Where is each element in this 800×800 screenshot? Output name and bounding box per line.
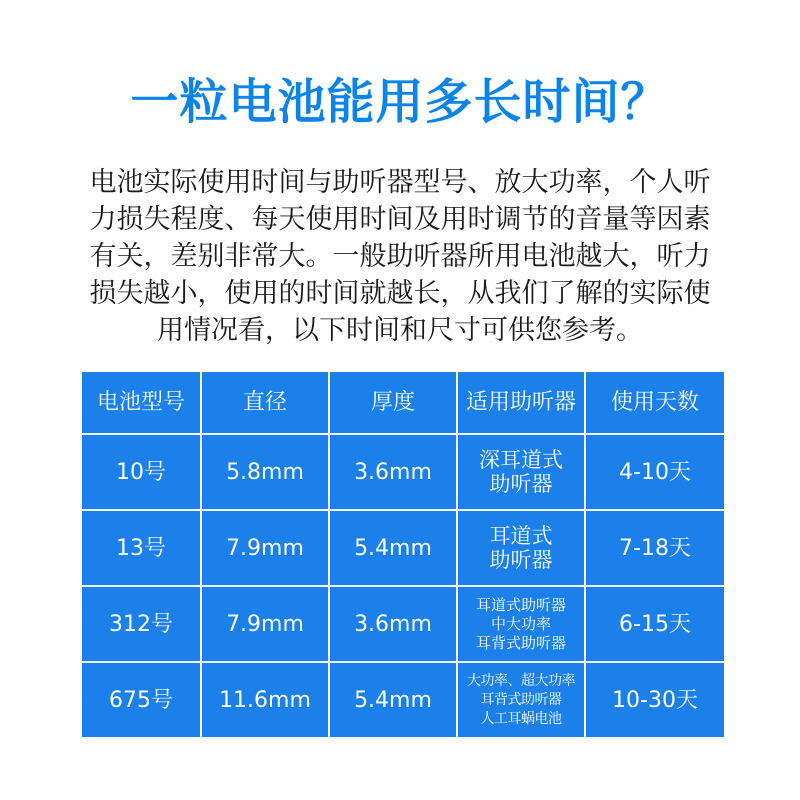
device-line: 耳背式助听器 xyxy=(475,633,566,652)
device-line: 人工耳蜗电池 xyxy=(480,710,562,727)
header-battery-model: 电池型号 xyxy=(82,372,200,433)
cell-thickness: 5.4mm xyxy=(330,663,456,737)
cell-days: 4-10天 xyxy=(586,435,724,509)
header-diameter: 直径 xyxy=(202,372,328,433)
device-line: 耳背式助听器 xyxy=(480,691,562,708)
cell-days: 7-18天 xyxy=(586,511,724,585)
cell-thickness: 3.6mm xyxy=(330,435,456,509)
device-line: 深耳道式 xyxy=(479,448,563,472)
header-devices: 适用助听器 xyxy=(458,372,584,433)
cell-devices xyxy=(458,435,584,509)
cell-devices xyxy=(458,587,584,661)
cell-diameter: 5.8mm xyxy=(202,435,328,509)
cell-devices xyxy=(458,511,584,585)
cell-diameter: 11.6mm xyxy=(202,663,328,737)
device-line: 助听器 xyxy=(489,548,553,572)
page-title: 一粒电池能用多长时间？ xyxy=(130,74,670,130)
battery-table xyxy=(82,372,724,737)
header-days: 使用天数 xyxy=(586,372,724,433)
intro-line: 电池实际使用时间与助听器型号、放大功率，个人听 xyxy=(89,167,711,198)
device-line: 中大功率 xyxy=(490,614,551,633)
device-line: 耳道式 xyxy=(489,524,553,548)
cell-model: 13号 xyxy=(82,511,200,585)
header-thickness: 厚度 xyxy=(330,372,456,433)
device-line: 大功率、超大功率 xyxy=(467,672,575,689)
cell-diameter: 7.9mm xyxy=(202,587,328,661)
intro-line: 损失越小，使用的时间就越长，从我们了解的实际使 xyxy=(89,278,711,309)
cell-model: 675号 xyxy=(82,663,200,737)
cell-model: 312号 xyxy=(82,587,200,661)
cell-days: 10-30天 xyxy=(586,663,724,737)
device-line: 耳道式助听器 xyxy=(475,595,566,614)
cell-thickness: 3.6mm xyxy=(330,587,456,661)
intro-paragraph xyxy=(50,164,750,349)
cell-days: 6-15天 xyxy=(586,587,724,661)
device-line: 助听器 xyxy=(489,472,553,496)
cell-diameter: 7.9mm xyxy=(202,511,328,585)
intro-line: 力损失程度、每天使用时间及用时调节的音量等因素 xyxy=(89,204,711,235)
cell-model: 10号 xyxy=(82,435,200,509)
cell-devices xyxy=(458,663,584,737)
intro-line: 有关，差别非常大。一般助听器所用电池越大，听力 xyxy=(89,241,711,272)
intro-line: 用情况看，以下时间和尺寸可供您参考。 xyxy=(157,315,643,346)
cell-thickness: 5.4mm xyxy=(330,511,456,585)
